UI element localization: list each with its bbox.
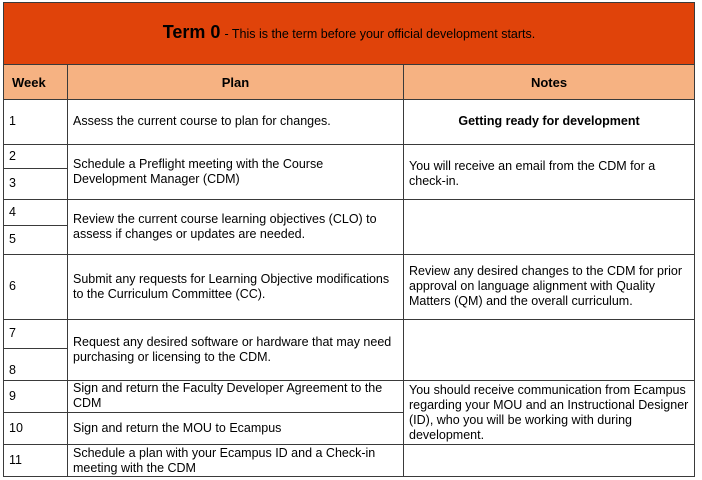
plan-cell: Request any desired software or hardware that may need purchasing or licensing to the CDM.: [68, 319, 404, 380]
table-row: [4, 254, 695, 319]
week-cell: 10: [4, 412, 68, 445]
week-cell: 1: [4, 99, 68, 144]
header-row: [4, 65, 695, 100]
plan-cell: Sign and return the MOU to Ecampus: [68, 412, 404, 445]
week-cell: 9: [4, 381, 68, 413]
week-cell: 3: [4, 169, 68, 200]
plan-header: Plan: [68, 65, 404, 100]
table-row: [4, 199, 695, 226]
table-row: [4, 99, 695, 144]
note-cell: You will receive an email from the CDM for a check-in.: [404, 144, 695, 199]
plan-cell: Assess the current course to plan for changes.: [68, 99, 404, 144]
table-row: [4, 319, 695, 348]
note-cell: [404, 319, 695, 380]
term-plan-table: [3, 2, 695, 477]
week-cell: 11: [4, 445, 68, 477]
plan-cell: Schedule a plan with your Ecampus ID and a Check-in meeting with the CDM: [68, 445, 404, 477]
term-title: Term 0: [162, 22, 221, 43]
week-cell: 4: [4, 199, 68, 226]
table-title: [4, 3, 695, 65]
plan-cell: Sign and return the Faculty Developer Agreement to the CDM: [68, 381, 404, 413]
table-row: [4, 144, 695, 168]
week-header: Week: [4, 65, 68, 100]
note-cell: [404, 199, 695, 254]
note-cell: Review any desired changes to the CDM for prior approval on language alignment with Quality Matters (QM) and the overall curriculum.: [404, 254, 695, 319]
note-cell: Getting ready for development: [404, 99, 695, 144]
week-cell: 7: [4, 319, 68, 348]
note-cell: You should receive communication from Ecampus regarding your MOU and an Instructional Designer (ID), who you will be working with during development.: [404, 381, 695, 445]
week-cell: 6: [4, 254, 68, 319]
term-subtitle: - This is the term before your official development starts.: [224, 27, 536, 42]
week-cell: 5: [4, 226, 68, 255]
notes-header: Notes: [404, 65, 695, 100]
plan-cell: Submit any requests for Learning Objective modifications to the Curriculum Committee (CC).: [68, 254, 404, 319]
plan-cell: Schedule a Preflight meeting with the Course Development Manager (CDM): [68, 144, 404, 199]
table-row: [4, 381, 695, 413]
week-cell: 2: [4, 144, 68, 168]
table-row: [4, 445, 695, 477]
plan-cell: Review the current course learning objectives (CLO) to assess if changes or updates are needed.: [68, 199, 404, 254]
week-cell: 8: [4, 348, 68, 381]
note-cell: [404, 445, 695, 477]
